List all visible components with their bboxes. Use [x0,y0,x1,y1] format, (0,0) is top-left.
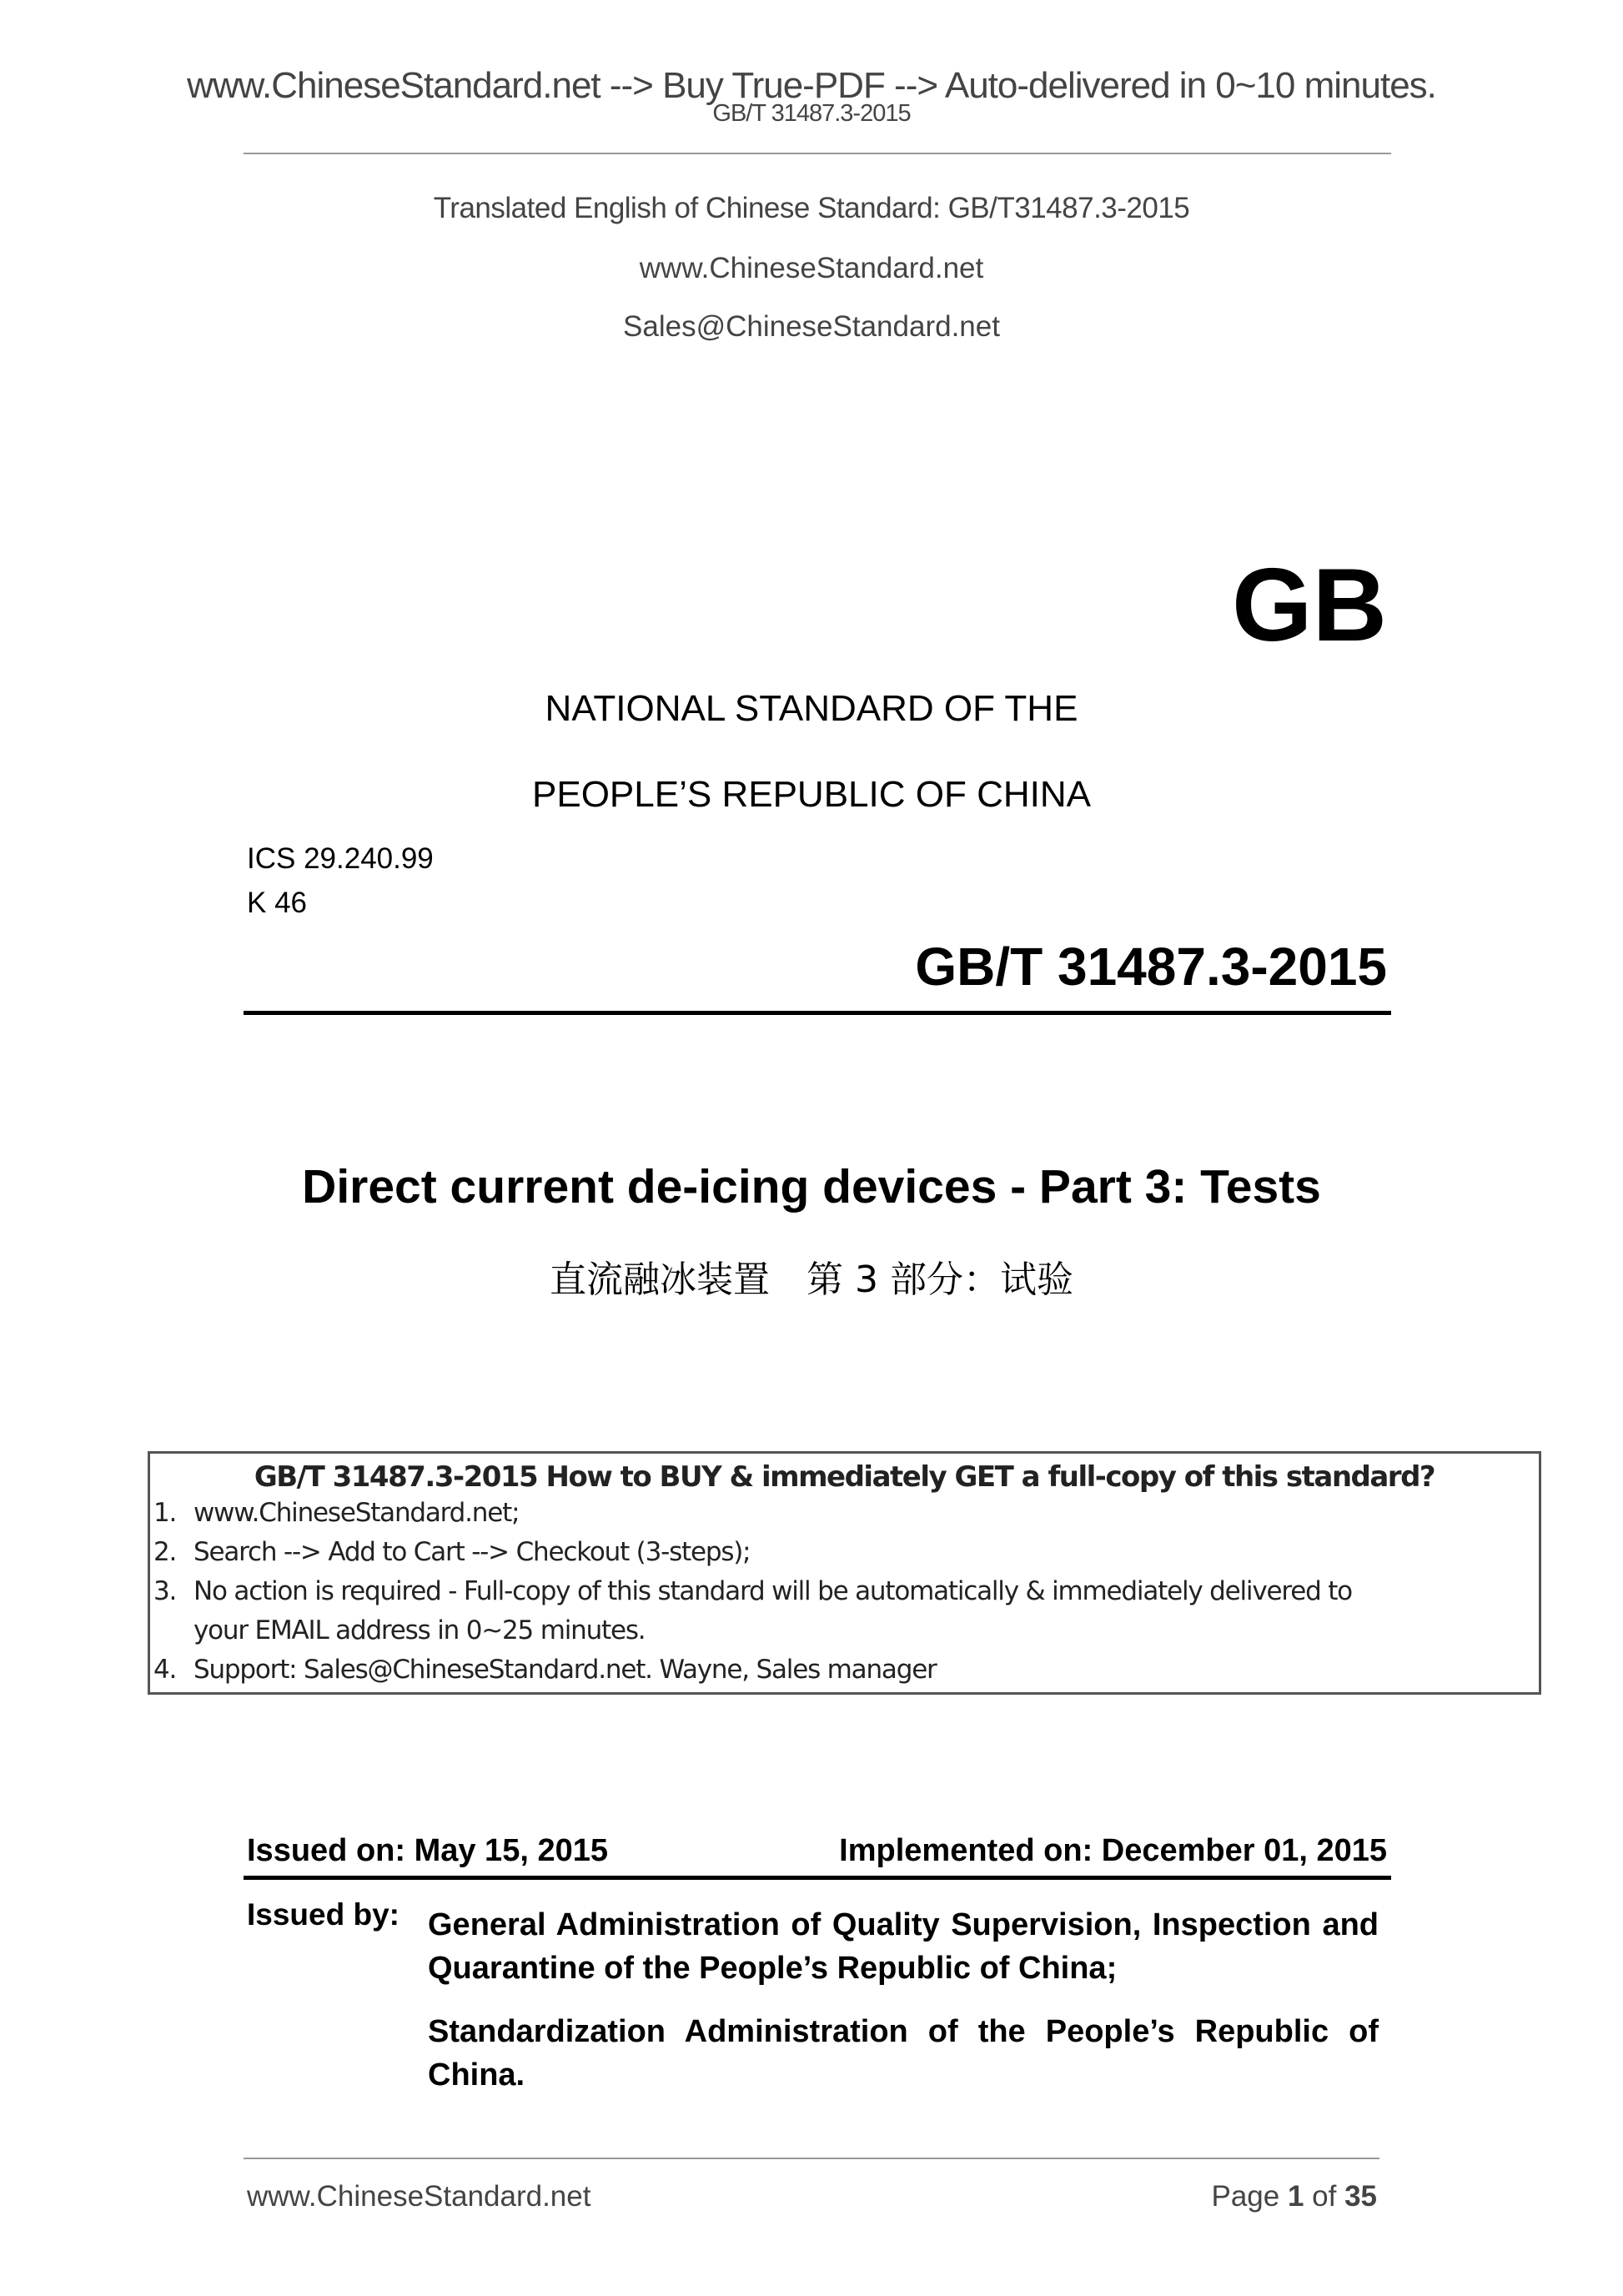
issuing-org-2: Standardization Administration of the People’s Republic of China. [428,2014,1379,2093]
k-code: K 46 [247,887,307,919]
title-english: Direct current de-icing devices - Part 3: Tests [302,1160,1321,1213]
step-number: 3. [153,1576,177,1606]
header-divider [244,153,1391,154]
gb-logo: GB [1232,548,1387,663]
buy-step [150,1572,1539,1611]
buy-box-title: GB/T 31487.3-2015 How to BUY & immediately GET a full-copy of this standard? [254,1460,1435,1494]
email-link-wrap [0,310,1623,344]
standard-code: GB/T 31487.3-2015 [915,937,1387,997]
dates-divider [244,1876,1391,1880]
step-text: Search --> Add to Cart --> Checkout (3-steps); [193,1537,751,1567]
email-link[interactable]: Sales@ChineseStandard.net [623,310,1000,343]
buy-instructions-box [148,1451,1541,1695]
buy-step-continued: your EMAIL address in 0~25 minutes. [193,1615,646,1645]
step-number: 4. [153,1655,177,1685]
buy-step [150,1650,1539,1690]
issuing-org-1: General Administration of Quality Supervision, Inspection and Quarantine of the People’s Republic of China; [428,1907,1379,1986]
page-label: Page [1211,2180,1288,2213]
step-text: www.ChineseStandard.net; [193,1498,520,1528]
step-number: 1. [153,1498,177,1528]
issued-on: Issued on: May 15, 2015 [247,1833,608,1868]
translated-note: Translated English of Chinese Standard: GB/T31487.3-2015 [433,192,1190,224]
step-text: No action is required - Full-copy of this standard will be automatically & immediately delivered to [193,1576,1352,1606]
national-standard-line2: PEOPLE’S REPUBLIC OF CHINA [532,774,1091,815]
footer-website-link[interactable]: www.ChineseStandard.net [247,2180,591,2213]
buy-step [150,1494,1539,1533]
banner-subtitle: GB/T 31487.3-2015 [712,100,911,127]
website-link[interactable]: www.ChineseStandard.net [639,252,984,284]
buy-step [150,1533,1539,1572]
total-pages: 35 [1344,2180,1377,2213]
footer-link-wrap [247,2180,590,2213]
footer-divider [244,2158,1379,2159]
issued-by-label: Issued by: [247,1897,399,1932]
page-of: of [1304,2180,1345,2213]
current-page: 1 [1287,2180,1304,2213]
national-standard-line1: NATIONAL STANDARD OF THE [545,688,1078,729]
page-number [1211,2180,1377,2213]
banner-text: www.ChineseStandard.net --> Buy True-PDF --> Auto-delivered in 0~10 minutes. [187,65,1436,106]
title-chinese: 直流融冰装置 第 3 部分：试验 [550,1259,1073,1301]
step-text: Support: Sales@ChineseStandard.net. Wayne, Sales manager [193,1655,937,1685]
title-divider [244,1011,1391,1015]
website-link-wrap [0,252,1623,285]
ics-code: ICS 29.240.99 [247,842,434,875]
implemented-on: Implemented on: December 01, 2015 [839,1833,1387,1868]
step-number: 2. [153,1537,177,1567]
